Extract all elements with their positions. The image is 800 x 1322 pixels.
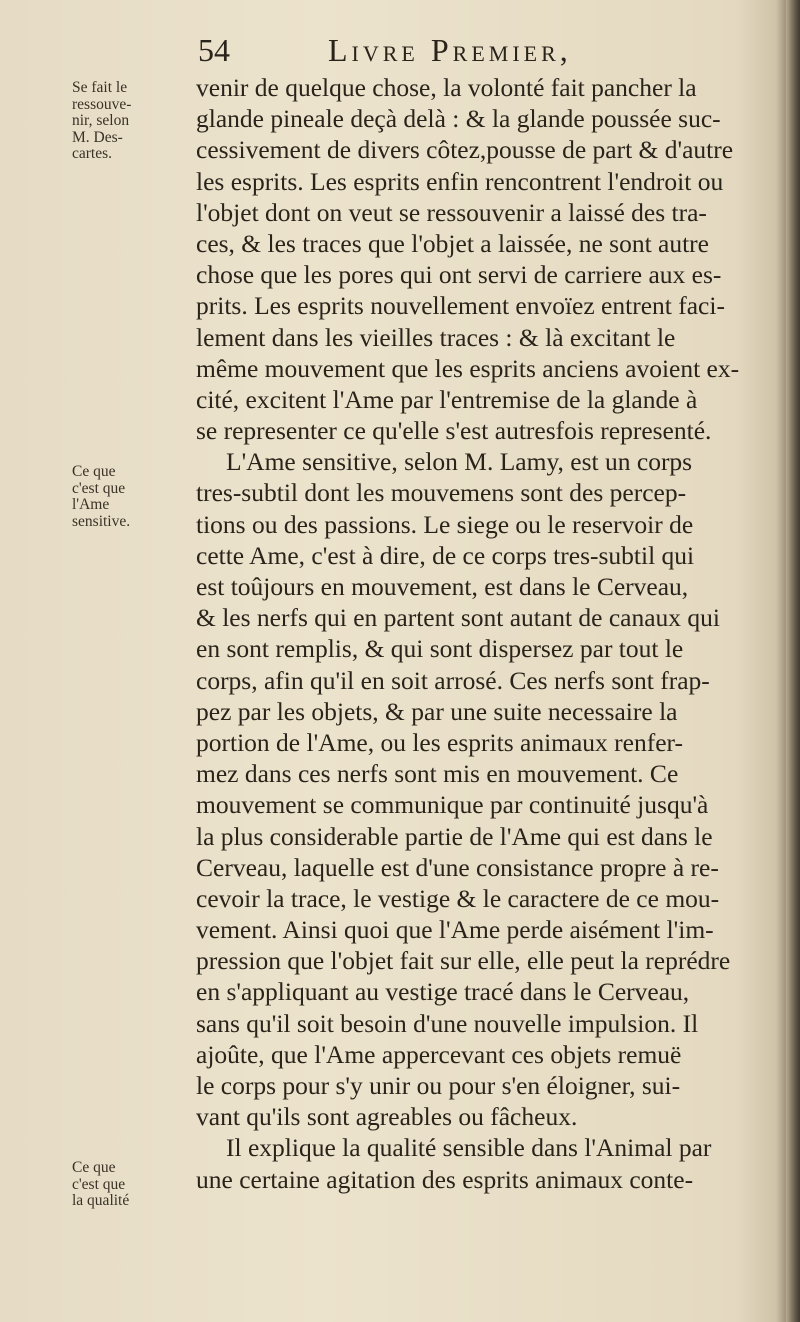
margin-note-line: nir, selon	[72, 112, 130, 129]
margin-note-line: cartes.	[72, 145, 113, 162]
running-title: Livre Premier,	[328, 32, 572, 68]
text-line: l'objet dont on veut se ressouvenir a laissé des tra-	[196, 197, 707, 227]
text-line: cité, excitent l'Ame par l'entremise de la glande à	[196, 384, 698, 414]
text-line: se representer ce qu'elle s'est autresfois representé.	[196, 416, 712, 446]
text-line: ajoûte, que l'Ame appercevant ces objets remuë	[196, 1039, 682, 1069]
margin-note-line: ressouve-	[72, 95, 132, 113]
text-line: cette Ame, c'est à dire, de ce corps tres-subtil qui	[196, 540, 695, 570]
text-line: Il explique la qualité sensible dans l'Animal par	[226, 1133, 712, 1163]
running-header	[198, 32, 770, 72]
text-line: lement dans les vieilles traces : & là excitant le	[196, 322, 676, 352]
page-number: 54	[198, 32, 230, 68]
text-line: chose que les pores qui ont servi de carriere aux es-	[196, 260, 722, 290]
text-line: vant qu'ils sont agreables ou fâcheux.	[196, 1102, 578, 1132]
text-line: pression que l'objet fait sur elle, elle peut la reprédre	[196, 946, 731, 976]
main-text-block	[196, 72, 776, 1195]
margin-note-ame-sensitive	[72, 464, 186, 530]
text-line: une certaine agitation des esprits animaux conte-	[196, 1164, 694, 1194]
text-line: glande pineale deçà delà : & la glande poussée suc-	[196, 104, 721, 134]
margin-note-line: c'est que	[72, 1175, 126, 1193]
margin-note-line: Ce que	[72, 463, 116, 480]
text-line: en sont remplis, & qui sont dispersez par tout le	[196, 634, 684, 664]
margin-note-qualite	[72, 1160, 186, 1210]
text-line: mez dans ces nerfs sont mis en mouvement. Ce	[196, 759, 679, 789]
text-line: cessivement de divers côtez,pousse de part & d'autre	[196, 135, 734, 165]
margin-note-line: l'Ame	[72, 496, 110, 513]
margin-note-line: Ce que	[72, 1159, 116, 1176]
margin-note-line: la qualité	[72, 1192, 130, 1209]
text-line: prits. Les esprits nouvellement envoïez entrent faci-	[196, 291, 725, 321]
margin-note-line: M. Des-	[72, 128, 123, 146]
text-line: ces, & les traces que l'objet a laissée, ne sont autre	[196, 228, 709, 258]
text-line: la plus considerable partie de l'Ame qui est dans le	[196, 821, 713, 851]
text-line: portion de l'Ame, ou les esprits animaux renfer-	[196, 727, 684, 757]
text-line: Cerveau, laquelle est d'une consistance propre à re-	[196, 852, 719, 882]
text-line: mouvement se communique par continuité jusqu'à	[196, 790, 709, 820]
text-line: le corps pour s'y unir ou pour s'en éloigner, sui-	[196, 1071, 681, 1100]
margin-note-line: sensitive.	[72, 512, 131, 530]
text-line: venir de quelque chose, la volonté fait pancher la	[196, 73, 697, 102]
text-line: cevoir la trace, le vestige & le caractere de ce mou-	[196, 883, 720, 913]
text-line: L'Ame sensitive, selon M. Lamy, est un corps	[226, 447, 693, 477]
text-line: & les nerfs qui en partent sont autant de canaux qui	[196, 603, 721, 633]
text-line: vement. Ainsi quoi que l'Ame perde aisément l'im-	[196, 915, 714, 945]
text-line: tres-subtil dont les mouvemens sont des percep-	[196, 478, 687, 508]
page-edge	[786, 0, 800, 1322]
text-line: même mouvement que les esprits anciens avoient ex-	[196, 353, 740, 383]
text-line: tions ou des passions. Le siege ou le reservoir de	[196, 509, 694, 539]
text-line: sans qu'il soit besoin d'une nouvelle impulsion. Il	[196, 1008, 699, 1038]
margin-note-line: Se fait le	[72, 79, 128, 96]
margin-note-descartes	[72, 80, 186, 163]
text-line: les esprits. Les esprits enfin rencontrent l'endroit ou	[196, 166, 724, 196]
margin-note-line: c'est que	[72, 479, 126, 497]
text-line: est toûjours en mouvement, est dans le Cerveau,	[196, 572, 689, 601]
text-line: pez par les objets, & par une suite necessaire la	[196, 696, 678, 726]
text-line: corps, afin qu'il en soit arrosé. Ces nerfs sont frap-	[196, 665, 710, 695]
text-line: en s'appliquant au vestige tracé dans le Cerveau,	[196, 977, 690, 1007]
